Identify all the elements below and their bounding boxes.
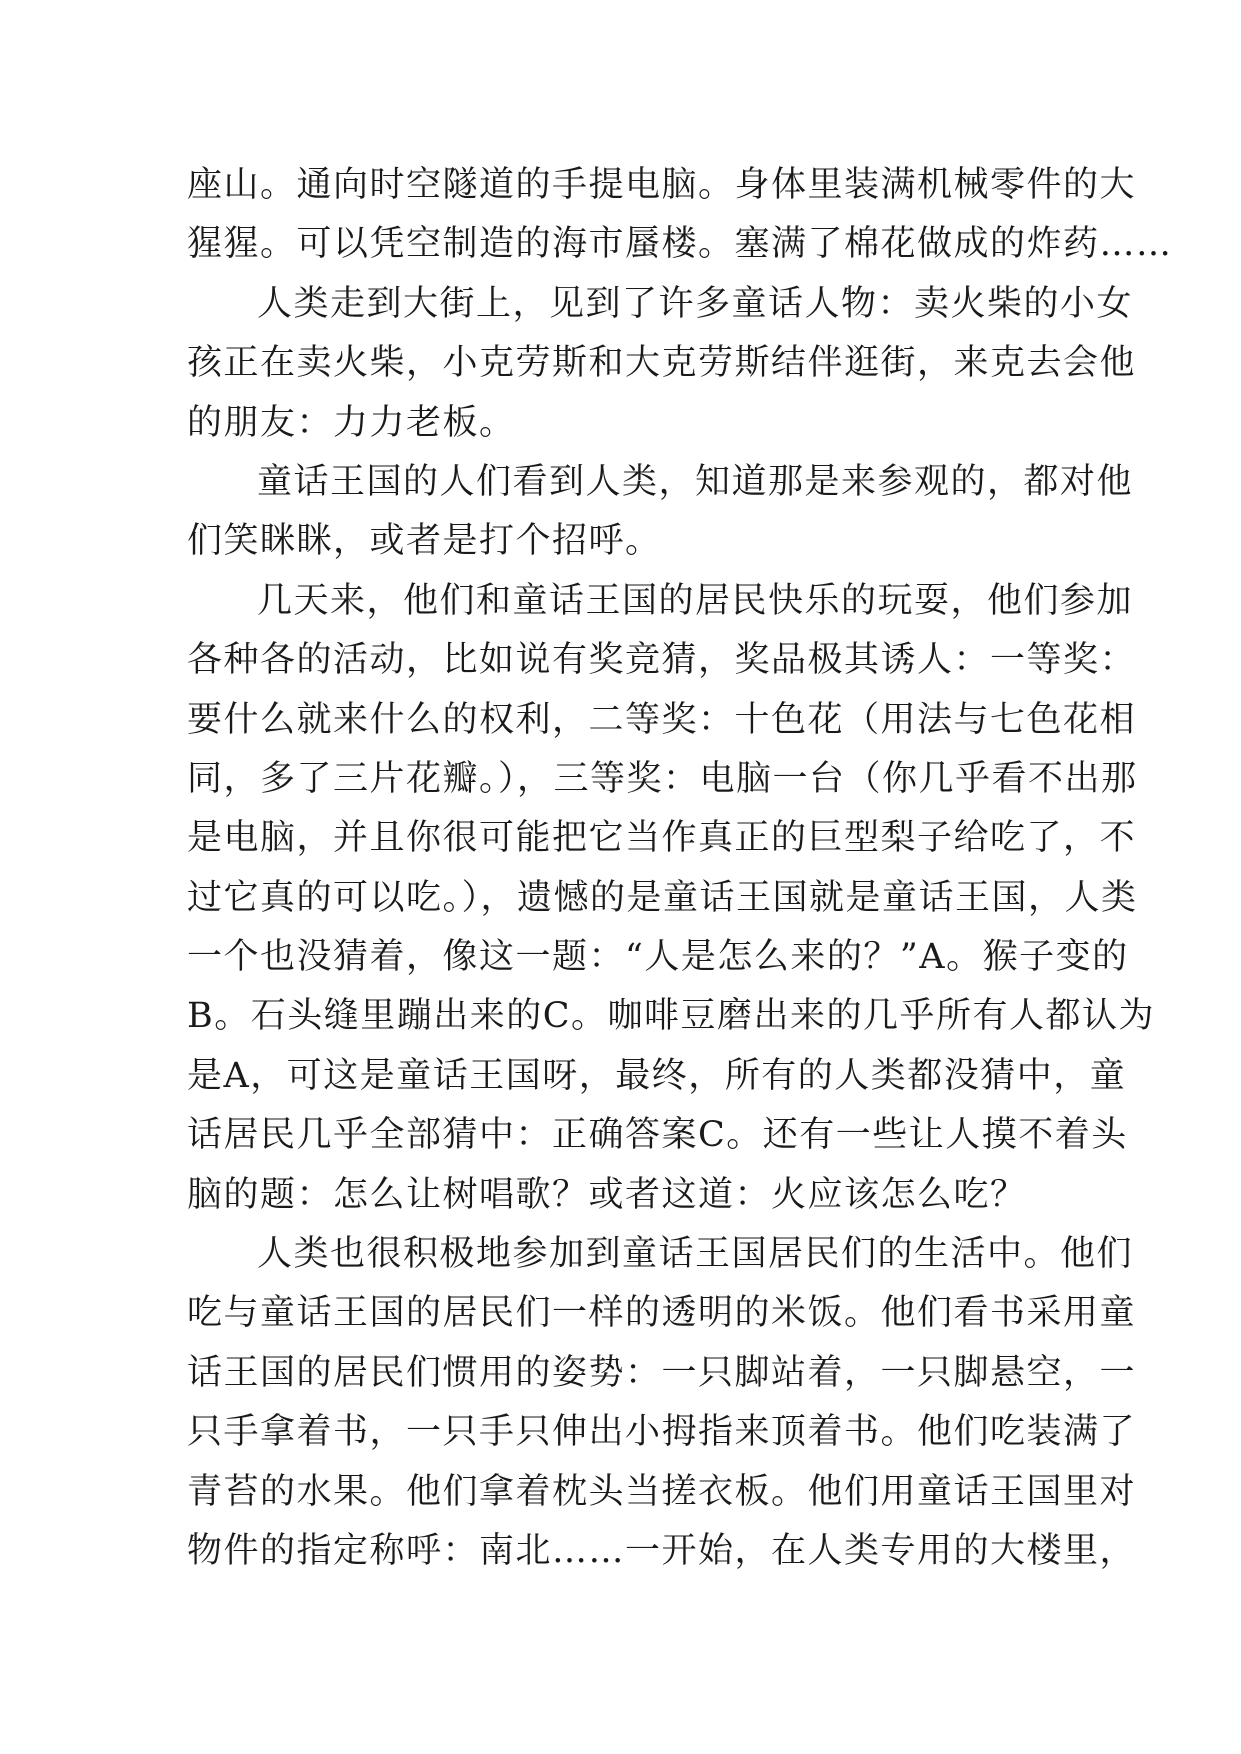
- text-line: 是电脑，并且你很可能把它当作真正的巨型梨子给吃了，不: [187, 818, 1137, 859]
- text-line: 吃与童话王国的居民们一样的透明的米饭。他们看书采用童: [187, 1293, 1137, 1334]
- text-line: 物件的指定称呼：南北……一开始，在人类专用的大楼里，: [187, 1530, 1137, 1571]
- text-line: 人类也很积极地参加到童话王国居民们的生活中。他们: [257, 1234, 1134, 1275]
- text-line: 童话王国的人们看到人类，知道那是来参观的，都对他: [257, 461, 1134, 502]
- text-line: 话王国的居民们惯用的姿势：一只脚站着，一只脚悬空，一: [187, 1352, 1137, 1393]
- text-line: 人类走到大街上，见到了许多童话人物：卖火柴的小女: [257, 283, 1134, 324]
- text-line: 座山。通向时空隧道的手提电脑。身体里装满机械零件的大: [187, 165, 1137, 205]
- text-line: 话居民几乎全部猜中：正确答案C。还有一些让人摸不着头: [187, 1115, 1128, 1156]
- text-line: 是A，可这是童话王国呀，最终，所有的人类都没猜中，童: [187, 1055, 1127, 1096]
- text-line: 青苔的水果。他们拿着枕头当搓衣板。他们用童话王国里对: [187, 1471, 1137, 1512]
- text-line: 孩正在卖火柴，小克劳斯和大克劳斯结伴逛街，来克去会他: [187, 343, 1137, 384]
- body-text: [187, 156, 1173, 1581]
- text-line: 们笑眯眯，或者是打个招呼。: [187, 521, 662, 562]
- text-line: 只手拿着书，一只手只伸出小拇指来顶着书。他们吃装满了: [187, 1412, 1137, 1453]
- text-line: 猩猩。可以凭空制造的海市蜃楼。塞满了棉花做成的炸药……: [187, 224, 1173, 265]
- text-line: 脑的题：怎么让树唱歌？或者这道：火应该怎么吃？: [187, 1174, 1027, 1215]
- text-line: 各种各的活动，比如说有奖竞猜，奖品极其诱人：一等奖：: [187, 640, 1137, 681]
- text-line: 过它真的可以吃。），遗憾的是童话王国就是童话王国，人类: [187, 877, 1138, 918]
- text-line: 几天来，他们和童话王国的居民快乐的玩耍，他们参加: [257, 580, 1134, 621]
- text-line: 同，多了三片花瓣。），三等奖：电脑一台（你几乎看不出那: [187, 758, 1138, 799]
- text-line: 一个也没猜着，像这一题：“人是怎么来的？”A。猴子变的: [187, 937, 1129, 978]
- text-line: B。石头缝里蹦出来的C。咖啡豆磨出来的几乎所有人都认为: [187, 996, 1156, 1037]
- text-line: 要什么就来什么的权利，二等奖：十色花（用法与七色花相: [187, 699, 1137, 740]
- text-line: 的朋友：力力老板。: [187, 402, 516, 443]
